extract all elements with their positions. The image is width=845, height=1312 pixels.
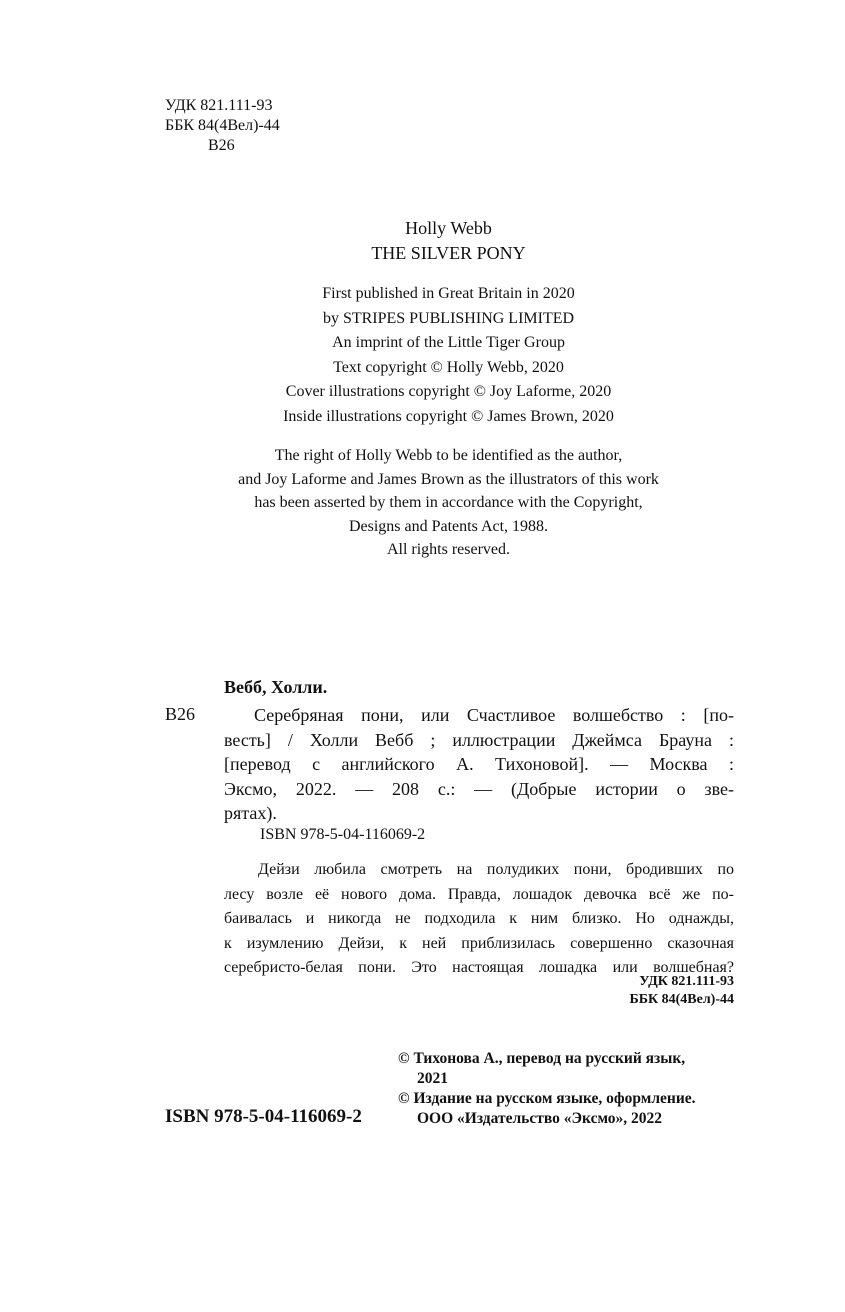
rights-line: Designs and Patents Act, 1988. [348, 517, 549, 535]
catalog-author-mark: В26 [165, 704, 196, 724]
pub-line: Cover illustrations copyright © Joy Laforme, 2020 [285, 383, 612, 400]
original-title: THE SILVER PONY [371, 243, 526, 263]
bib-line: рятах). [224, 803, 277, 823]
pub-line: First published in Great Britain in 2020 [322, 285, 575, 302]
bib-line: Серебряная пони, или Счастливое волшебство : [по- [254, 705, 734, 725]
bibliographic-description [224, 703, 734, 826]
pub-line: Inside illustrations copyright © James Brown, 2020 [283, 407, 614, 425]
annotation-udk: УДК 821.111-93 [639, 974, 734, 989]
edition-copyright: © Издание на русском языке, оформление. [398, 1090, 696, 1107]
bib-line: Эксмо, 2022. — 208 с.: — (Добрые истории о зве- [224, 778, 734, 799]
original-author: Holly Webb [405, 218, 492, 238]
bib-line: [перевод с английского А. Тихоновой]. — Москва : [224, 754, 734, 774]
rights-line: All rights reserved. [386, 541, 511, 558]
annotation-line: Дейзи любила смотреть на полудиких пони, бродивших по [258, 861, 734, 878]
edition-publisher: ООО «Издательство «Эксмо», 2022 [417, 1110, 663, 1127]
annotation-line: баивалась и никогда не подходила к ним близко. Но однажды, [224, 910, 734, 927]
pub-line: by STRIPES PUBLISHING LIMITED [322, 309, 575, 327]
author-mark: В26 [208, 137, 235, 154]
original-title-block [0, 216, 845, 266]
pub-line: An imprint of the Little Tiger Group [332, 334, 565, 351]
publication-info [0, 282, 845, 429]
annotation-bbk: ББК 84(4Вел)-44 [629, 992, 734, 1007]
rights-line: The right of Holly Webb to be identified as the author, [274, 447, 623, 464]
rights-line: has been asserted by them in accordance with the Copyright, [254, 494, 643, 511]
annotation-codes [540, 973, 734, 1009]
translation-copyright-year: 2021 [417, 1070, 448, 1087]
catalog-isbn: ISBN 978-5-04-116069-2 [260, 826, 426, 843]
bib-line: весть] / Холли Вебб ; иллюстрации Джеймса Брауна : [224, 729, 734, 750]
annotation-line: серебристо-белая пони. Это настоящая лошадка или волшебная? [224, 959, 734, 976]
classification-codes [165, 96, 280, 156]
catalog-author-heading: Вебб, Холли. [224, 677, 328, 697]
bbk-code: ББК 84(4Вел)-44 [165, 117, 280, 134]
translation-copyright: © Тихонова А., перевод на русский язык, [398, 1050, 686, 1067]
annotation-line: к изумлению Дейзи, к ней приблизилась совершенно сказочная [224, 934, 734, 952]
isbn-bold: ISBN 978-5-04-116069-2 [165, 1106, 362, 1127]
annotation [224, 858, 734, 981]
copyright-notices [398, 1049, 696, 1129]
rights-line: and Joy Laforme and James Brown as the illustrators of this work [238, 470, 659, 488]
annotation-line: лесу возле её нового дома. Правда, лошадок девочка всё же по- [224, 885, 734, 903]
udk-code: УДК 821.111-93 [165, 97, 273, 114]
rights-statement [0, 444, 845, 562]
pub-line: Text copyright © Holly Webb, 2020 [333, 358, 564, 376]
